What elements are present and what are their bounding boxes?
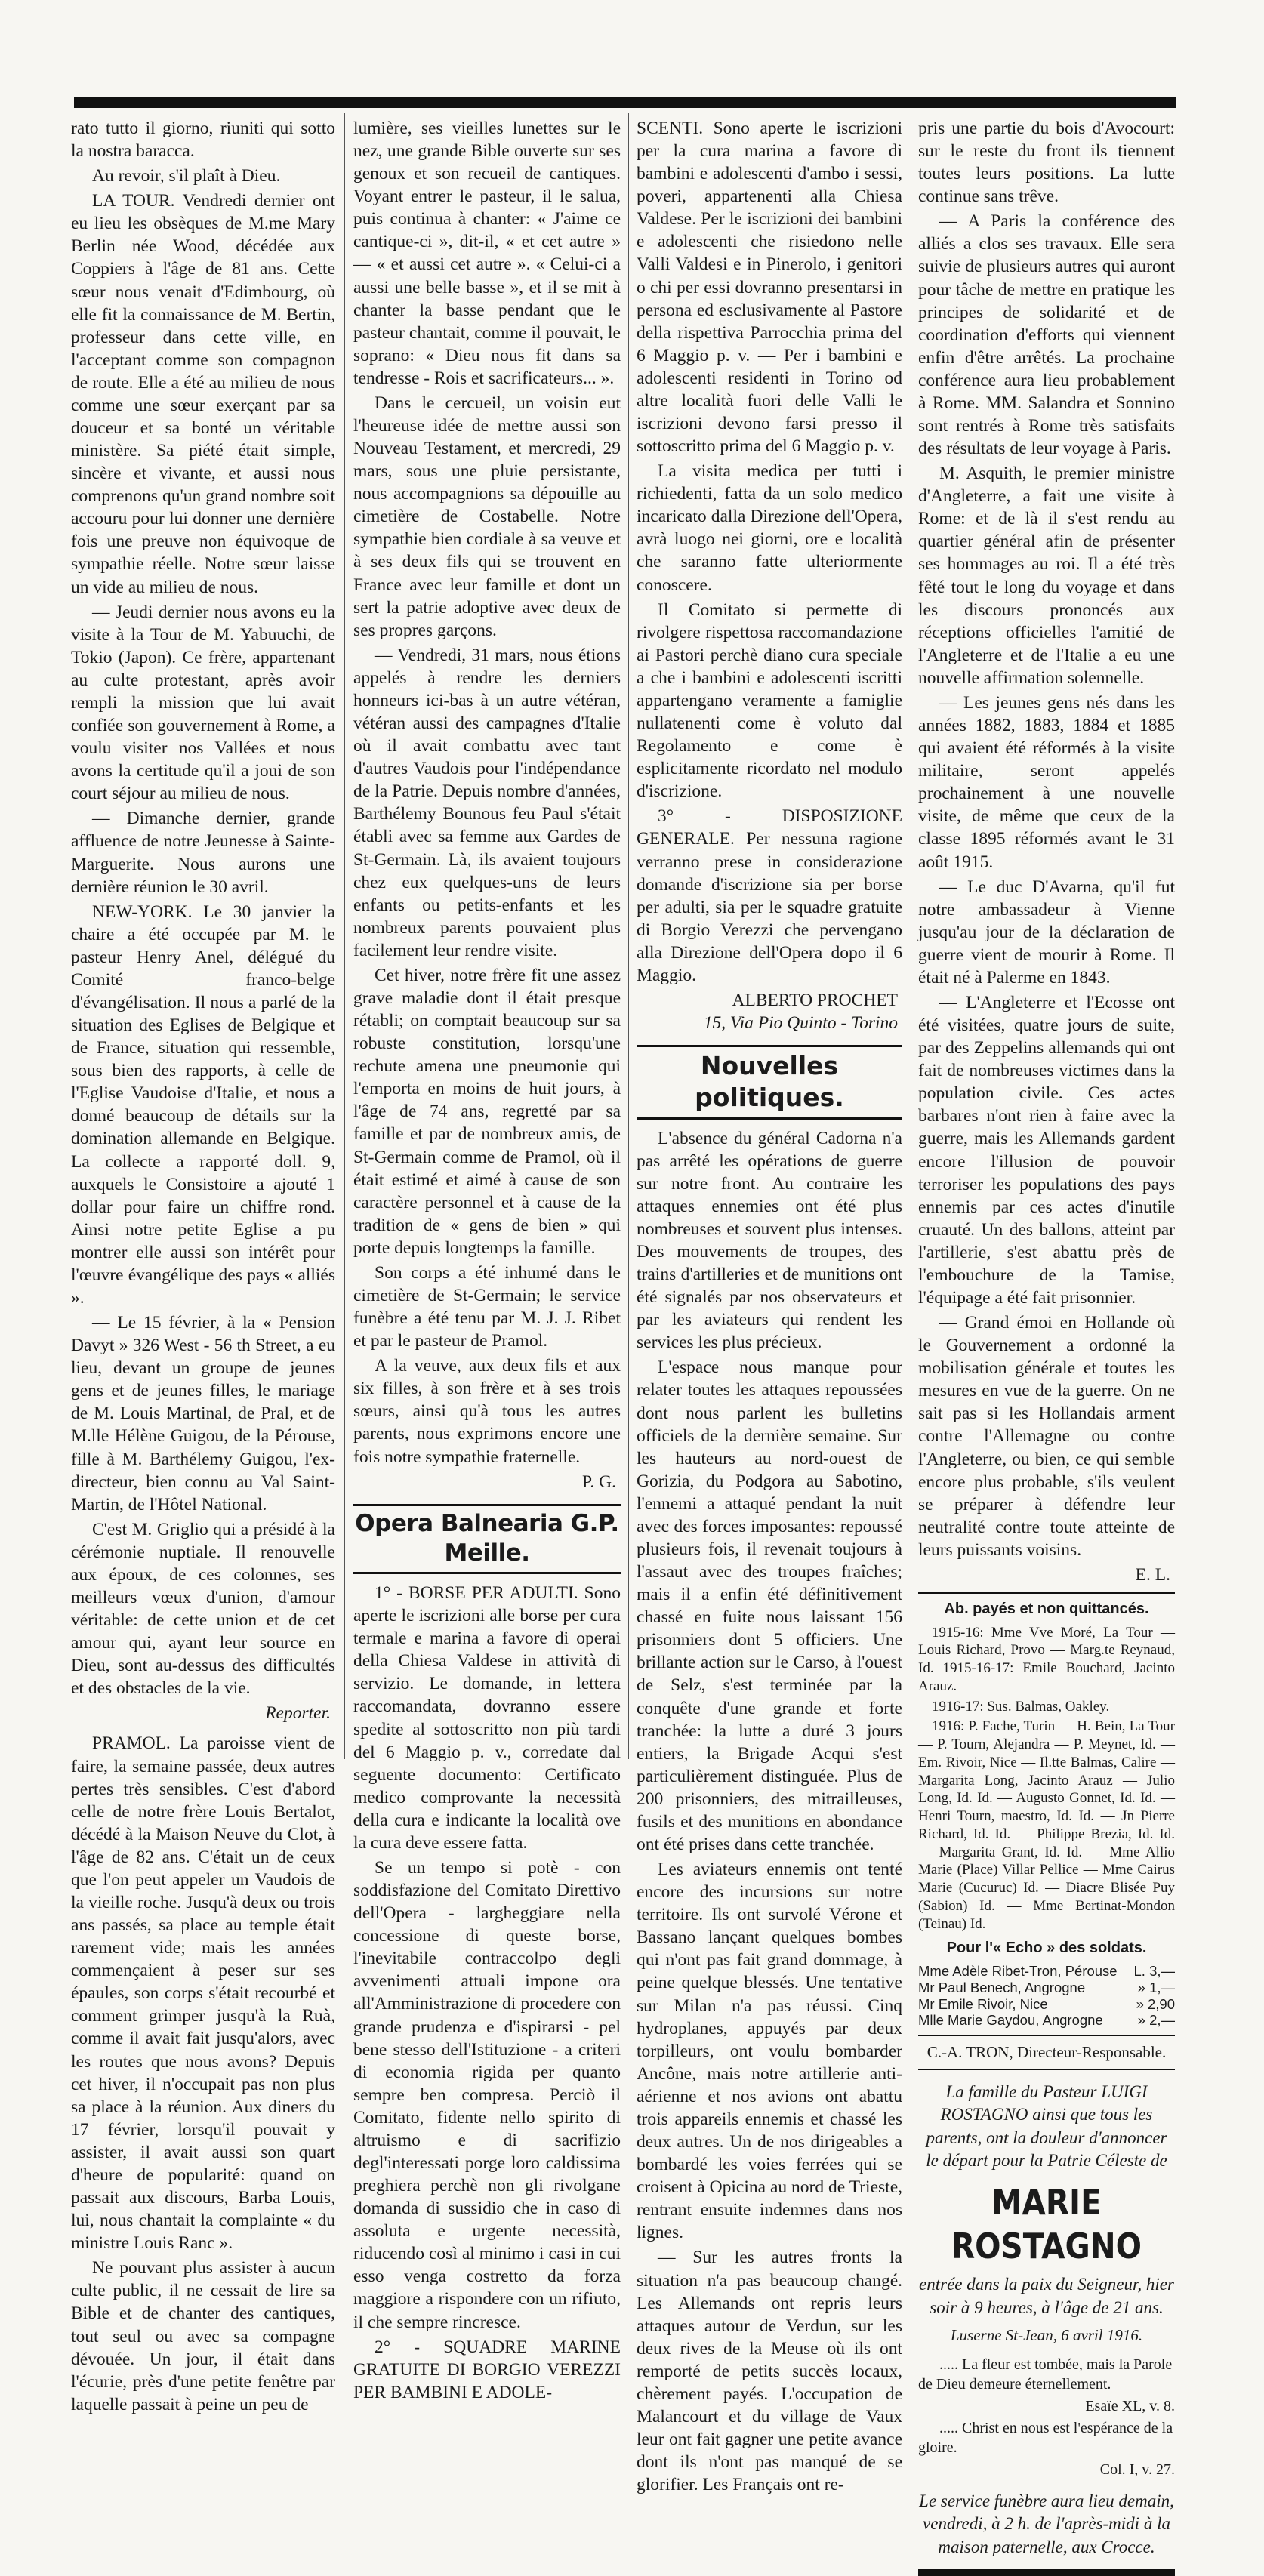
paragraph: — Le duc D'Avarna, qu'il fut notre ambassadeur à Vienne jusqu'au jour de la déclaration de guerre vient de mourir à Rome. Il était né à Palerme en 1843. [918, 877, 1175, 988]
paragraph: Son corps a été inhumé dans le cimetière de St-Germain; le service funèbre a été tenu par M. J. J. Ribet et par le pasteur de Pramol. [353, 1262, 621, 1351]
obituary-place-date: Luserne St-Jean, 6 avril 1916. [950, 2326, 1143, 2345]
paragraph: Cet hiver, notre frère fit une assez grave maladie dont il était presque rétabli; on comptait beaucoup sur sa robuste constitution, lorsqu'une rechute amena une pneumonie qui l'emporta en moins de huit jours, à l'âge de 74 ans, regretté par sa famille et par de nombreux amis, de St-Germain comme de Pramol, où il était estimé et aimé à cause de son caractère personnel et à cause de la tradition de « gens de bien » qui porte depuis longtemps la famille. [353, 965, 621, 1258]
paragraph: Au revoir, s'il plaît à Dieu. [92, 166, 281, 186]
column-divider [344, 113, 345, 1759]
paragraph: — Sur les autres fronts la situation n'a pas beaucoup changé. Les Allemands ont repris leurs attaques autour de Verdun, sur les deux rives de la Meuse où ils ont remporté de petits succès locaux, chèrement payés. L'occupation de Malancourt et du village de Vaux leur ont fait gagner une petite avance dont ils n'ont pas manqué de se glorifier. Les Français ont re- [637, 2248, 902, 2495]
paragraph: — Grand émoi en Hollande où le Gouvernement a ordonné la mobilisation générale et toutes les mesures en vue de la guerre. On ne sait pas si les Hollandais arment contre l'Allemagne ou contre l'Angleterre, ou bien, ce qui semble encore plus probable, s'ils veulent se préparer à défendre leur neutralité contre toute atteinte de leurs puissants voisins. [918, 1313, 1175, 1560]
paragraph: — Dimanche dernier, grande affluence de notre Jeunesse à Sainte-Marguerite. Nous aurons une dernière réunion le 30 avril. [71, 809, 335, 897]
paragraph: SCENTI. Sono aperte le iscrizioni per la cura marina a favore di bambini e adolescenti d'ambo i sessi, poveri, appartenenti alla Chiesa Valdese. Per le iscrizioni dei bambini e adolescenti che risiedono nelle Valli Valdesi e in Pinerolo, i genitori o chi per essi dovranno presentarsi in persona ed esclusivamente al Pastore della rispettiva Parrocchia prima del 6 Maggio p. v. — Per i bambini e adolescenti residenti in Torino od altre località fuori delle Valli le iscrizioni devono farsi presso il sottoscritto prima del 6 Maggio p. v. [637, 119, 902, 457]
paragraph: rato tutto il giorno, riuniti qui sotto la nostra baracca. [71, 119, 335, 162]
paragraph: La visita medica per tutti i richiedenti, fatta da un solo medico incaricato dalla Direzione dell'Opera, avrà luogo nei giorni, ore e località che saranno fatte ulteriormente conoscere. [637, 461, 902, 595]
column-3 [637, 117, 902, 2495]
donation-row [918, 1963, 1175, 1980]
paragraph: — L'Angleterre et l'Ecosse ont été visitées, quatre jours de suite, par des Zeppelins allemands qui ont fait de nombreuses victimes dans la population civile. Ces actes barbares n'ont rien à faire avec la guerre, mais les Allemands gardent encore l'illusion de pouvoir terroriser les populations des pays ennemis par ces actes d'inutile cruauté. Un des ballons, atteint par l'artillerie, s'est abattu près de l'embouchure de la Tamise, l'équipage a été fait prisonnier. [918, 992, 1175, 1308]
signature: E. L. [1135, 1564, 1170, 1585]
paragraph: Ne pouvant plus assister à aucun culte public, il ne cessait de lire sa Bible et de chanter des cantiques, tout seul ou avec sa compagne dévouée. Un jour, il était dans l'écurie, près d'une petite fenêtre par laquelle passait à peine un peu de [71, 2258, 335, 2414]
paragraph: 1° - BORSE PER ADULTI. Sono aperte le iscrizioni alle borse per cura termale e marina a favore di operai della Chiesa Valdese in attività di servizio. Le domande, in lettera raccomandata, dovranno essere spedite al sottoscritto non più tardi del 6 Maggio p. v., corredate dal seguente documento: Certificato medico comprovante la necessità della cura e indicante la località ove la cura deve essere fatta. [353, 1583, 621, 1853]
donation-row [918, 1996, 1175, 2013]
ledger-entry: 1916: P. Fache, Turin — H. Bein, La Tour — P. Tourn, Alejandra — P. Meynet, Id. — Em. Rivoir, Nice — Il.tte Balmas, Calire — Margarita Long, Jacinto Arauz — Julio Long, Id. Id. — Augusto Gonnet, Id. Id. — Henri Tourn, maestro, Id. Id. — Jn Pierre Richard, Id. Id. — Philippe Brezia, Id. Id. — Margarita Grant, Id. Id. — Mme Allio Marie (Place) Villar Pellice — Mme Cairus Marie (Cucuruc) Id. — Diacre Blisée Puy (Sabion) Id. — Mme Bertinat-Mondon (Teinau) Id. [918, 1718, 1175, 1932]
paragraph: Les aviateurs ennemis ont tenté encore des incursions sur notre territoire. Ils ont survolé Vérone et Bassano lançant quelques bombes qui n'ont pas fait grand dommage, à peine quelque blessés. Une tentative sur Milan n'a pas réussi. Cinq hydroplanes, appuyés par deux torpilleurs, ont voulu bombarder Ancône, mais notre artillerie anti-aérienne et nos avions ont abattu trois appareils ennemis et chassé les deux autres. Un de nos dirigeables a bombardé les voies ferrées qui se croisent à Opicina au nord de Trieste, rentrant ensuite indemnes dans nos lignes. [637, 1860, 902, 2243]
section-heading-box [353, 1504, 621, 1574]
paragraph: 2° - SQUADRE MARINE GRATUITE DI BORGIO VEREZZI PER BAMBINI E ADOLE- [353, 2337, 621, 2402]
header-rule [74, 97, 1176, 106]
paragraph: — A Paris la conférence des alliés a clos ses travaux. Elle sera suivie de plusieurs autres qui auront pour tâche de mettre en pratique les principes de solidarité et de coordination d'efforts qui viennent enfin d'être arrêtés. La prochaine conférence aura lieu probablement à Rome. MM. Salandra et Sonnino sont rentrés à Rome très satisfaits des résultats de leur voyage à Paris. [918, 211, 1175, 459]
obituary-text: entrée dans la paix du Seigneur, hier soir à 9 heures, à l'âge de 21 ans. [919, 2275, 1174, 2317]
divider [918, 2035, 1175, 2036]
section-heading: Nouvelles politiques. [695, 1051, 844, 1113]
signature: P. G. [581, 1471, 616, 1492]
paragraph: L'absence du général Cadorna n'a pas arrêté les opérations de guerre sur notre front. Au contraire les attaques ennemies ont été plus nombreuses et souvent plus intenses. Des mouvements de troupes, des trains d'artilleries et de munitions ont été signalés par nos observateurs et par les aviateurs qui rendent les services les plus précieux. [637, 1128, 902, 1353]
divider [918, 2069, 1175, 2070]
column-1 [71, 117, 335, 2414]
obituary-service: Le service funèbre aura lieu demain, vendredi, à 2 h. de l'après-midi à la maison paternelle, aux Crocce. [919, 2491, 1174, 2556]
section-heading-box [637, 1045, 902, 1119]
paragraph: PRAMOL. La paroisse vient de faire, la semaine passée, deux autres pertes très sensibles. C'est d'abord celle de notre frère Louis Bertalot, décédé à la Maison Neuve du Clot, à l'âge de 82 ans. C'était un de ceux que l'on peut appeler un Vaudois de la vieille roche. Jusqu'à deux ou trois ans passés, sa place au temple était rarement vide; mais les années commençaient à peser sur ses épaules, son corps s'était recourbé et comment grimper jusqu'à la Ruà, comme il avait fait jusqu'alors, avec les routes que nous avons? Depuis cet hiver, il n'occupait pas non plus sa place à la réunion. Aux diners du 17 février, lorsqu'il pouvait y assister, il avait aussi son quart d'heure de popularité: quand on passait aux discours, Barba Louis, lui, nous chantait la complainte « du ministre Louis Ranc ». [71, 1733, 335, 2254]
verse-reference: Col. I, v. 27. [1099, 2460, 1175, 2478]
column-2 [353, 117, 621, 2402]
paragraph: L'espace nous manque pour relater toutes les attaques repoussées dont nous parlent les bulletins officiels de la dernière semaine. Sur les hauteurs au nord-ouest de Gorizia, du Podgora au Sabotino, l'ennemi a attaqué pendant la nuit avec des forces imposantes: repoussé plusieurs fois, il revenait toujours à l'assaut avec des troupes fraîches; mais il a enfin été définitivement chassé en fuite nous laissant 156 prisonniers dont 5 officiers. Une brillante action sur le Carso, à l'ouest de Selz, s'est terminée par la conquête d'une grande et forte tranchée: la lutte a duré 3 jours entiers, la Brigade Acqui s'est particulièrement distinguée. Plus de 200 prisonniers, des mitrailleuses, fusils et des munitions en abondance ont été prises dans cette tranchée. [637, 1357, 902, 1855]
paragraph: LA TOUR. Vendredi dernier ont eu lieu les obsèques de M.me Mary Berlin née Wood, décédée aux Coppiers à l'âge de 81 ans. Cette sœur nous venait d'Edimbourg, où elle fit la connaissance de M. Bertin, professeur dans cette ville, en l'acceptant comme son compagnon de route. Elle a été au milieu de nous comme une sœur exerçant par sa douceur et sa bonté un véritable ministère. Sa piété était simple, sincère et vivante, et aussi nous comprenons qu'un grand nombre soit accouru pour lui donner une dernière fois une preuve non équivoque de sympathie réelle. Notre sœur laisse un vide au milieu de nous. [71, 191, 335, 597]
donor-name: Mme Adèle Ribet-Tron, Pérouse [918, 1962, 1118, 1979]
donation-row [918, 1980, 1175, 1996]
donor-name: Mr Paul Benech, Angrogne [918, 1979, 1086, 1995]
ledger [918, 1624, 1175, 1934]
paragraph: Dans le cercueil, un voisin eut l'heureuse idée de mettre aussi son Nouveau Testament, et mercredi, 29 mars, sous une pluie persistante, nous accompagnions sa dépouille au cimetière de Costabelle. Notre sympathie bien cordiale à sa veuve et à ses deux fils qui se trouvent en France avec leur famille et dont un sert la patrie adoptive avec deux de ses propres garçons. [353, 393, 621, 640]
column-divider [628, 113, 629, 1759]
paragraph: — Les jeunes gens nés dans les années 1882, 1883, 1884 et 1885 qui avaient été réformés à la visite militaire, seront appelés prochainement à une nouvelle visite, de même que ceux de la classe 1895 réformés avant le 31 août 1915. [918, 692, 1175, 872]
divider [918, 1592, 1175, 1594]
signature: Reporter. [265, 1703, 331, 1724]
paragraph: — Jeudi dernier nous avons eu la visite à la Tour de M. Yabuuchi, de Tokio (Japon). Ce frère, appartenant au culte protestant, après avoir rempli la mission que lui avait confiée son gouvernement à Rome, a voulu visiter nos Vallées et nous avons la certitude qu'il a joui de son court séjour au milieu de nous. [71, 602, 335, 804]
donation-amount: » 1,— [1137, 1979, 1175, 1995]
donor-name: Mlle Marie Gaydou, Angrogne [918, 2012, 1103, 2029]
paragraph: A la veuve, aux deux fils et aux six filles, à son frère et à ses trois sœurs, ainsi qu'à tous les autres parents, nous exprimons encore une fois notre sympathie fraternelle. [353, 1356, 621, 1467]
ledger-entry: 1915-16: Mme Vve Moré, La Tour — Louis Richard, Provo — Marg.te Reynaud, Id. 1915-16-17: Emile Bouchard, Jacinto Arauz. [918, 1624, 1175, 1694]
paragraph: lumière, ses vieilles lunettes sur le nez, une grande Bible ouverte sur ses genoux et son recueil de cantiques. Voyant entrer le pasteur, il le salua, puis continua à chanter: « J'aime ce cantique-ci », dit-il, « et cet autre » — « et aussi cet autre ». « Celui-ci a aussi une belle basse », et il se mit à chanter la basse pendant que le pasteur chantait, comme il pouvait, le soprano: « Dieu nous fit dans sa tendresse - Rois et sacrificateurs... ». [353, 119, 621, 388]
verse-reference: Esaïe XL, v. 8. [1085, 2397, 1175, 2414]
paragraph: — Vendredi, 31 mars, nous étions appelés à rendre les derniers honneurs ici-bas à un autre vétéran, vétéran aussi des campagnes d'Italie où il avait combattu avec tant d'autres Vaudois pour l'indépendance de la Patrie. Depuis nombre d'années, Barthélemy Bounous feu Paul s'était établi avec sa femme aux Gardes de St-Germain. Là, ils avaient toujours chez eux quelques-uns de leurs enfants ou petits-enfants et les nombreux parents pouvaient plus facilement leur rendre visite. [353, 645, 621, 960]
donation-amount: L. 3,— [1133, 1962, 1175, 1979]
paragraph: 3° - DISPOSIZIONE GENERALE. Per nessuna ragione verranno prese in considerazione domande d'iscrizione sia per borse per adulti, sia per le squadre gratuite di Borgio Verezzi che pervengano alla Direzione dell'Opera dopo il 6 Maggio. [637, 806, 902, 985]
paragraph: M. Asquith, le premier ministre d'Angleterre, a fait une visite à Rome: et de là il s'est rendu au quartier général afin de présenter ses hommages au roi. Il a été très fêté tout le long du voyage et dans les discours prononcés aux réceptions officielles l'amitié de l'Angleterre et de l'Italie a eu une nouvelle affirmation solennelle. [918, 464, 1175, 688]
ledger-heading: Ab. payés et non quittancés. [944, 1601, 1149, 1617]
obituary-name: MARIE ROSTAGNO [951, 2181, 1142, 2267]
paragraph: Il Comitato si permette di rivolgere rispettosa raccomandazione ai Pastori perchè diano cura speciale a che i bambini e adolescenti iscritti appartengano veramente a famiglie nullatenenti come è voluto dal Regolamento e come è esplicitamente ricordato nel modulo d'iscrizione. [637, 599, 902, 802]
verse: ..... La fleur est tombée, mais la Parole de Dieu demeure éternellement. [918, 2356, 1173, 2393]
donation-amount: » 2,90 [1136, 1995, 1175, 2012]
paragraph: C'est M. Griglio qui a présidé à la cérémonie nuptiale. Il renouvelle aux époux, de ces colonnes, ses meilleurs vœux d'union, d'amour véritable: de cette union et de cet amour qui, ayant leur source en Dieu, sont au-dessus des difficultés et des obstacles de la vie. [71, 1519, 335, 1699]
paragraph: Se un tempo si potè - con soddisfazione del Comitato Direttivo dell'Opera - largheggiare nella concessione di queste borse, l'inevitabile contraccolpo degli avvenimenti attuali impone ora all'Amministrazione di procedere con grande prudenza e d'ispirarsi - pel bene stesso dell'Istituzione - a criteri di economia rigida per quanto sempre ben compresa. Perciò il Comitato, fidente nello spirito di altruismo e di sacrifizio degl'interessati porge loro caldissima preghiera perchè non gli rivolgane domanda di sussidio che in caso di assoluta e urgente necessità, riducendo così al minimo i casi in cui esso venga costretto da forza maggiore a rispondere con un rifiuto, il che sempre rincresce. [353, 1857, 621, 2332]
paragraph: — Le 15 février, à la « Pension Davyt » 326 West - 56 th Street, a eu lieu, devant un groupe de jeunes gens et de jeunes filles, le mariage de M. Louis Martinal, de Pral, et de M.lle Hélène Guigou, de la Pérouse, fille à M. Barthélemy Guigou, l'ex-directeur, bien connu au Val Saint-Martin, de l'Hôtel National. [71, 1313, 335, 1514]
verse: ..... Christ en nous est l'espérance de la gloire. [918, 2419, 1173, 2456]
ledger-entry: 1916-17: Sus. Balmas, Oakley. [932, 1698, 1110, 1715]
paragraph: NEW-YORK. Le 30 janvier la chaire a été occupée par M. le pasteur Henry Anel, délégué du Comité franco-belge d'évangélisation. Il nous a parlé de la situation des Eglises de Belgique et de France, situation qui ressemble, sous bien des rapports, à celle de l'Eglise Vaudoise d'Italie, et nous a donné beaucoup de détails sur la domination allemande en Belgique. La collecte a rapporté doll. 9, auxquels le Consistoire a ajouté 1 dollar pour faire un chiffre rond. Ainsi notre petite Eglise a pu montrer elle aussi son intérêt pour l'œuvre évangélique des pays « alliés ». [71, 901, 335, 1308]
column-4 [918, 117, 1175, 2556]
donation-amount: » 2,— [1137, 2012, 1175, 2029]
obituary-intro: La famille du Pasteur LUIGI ROSTAGNO ainsi que tous les parents, ont la douleur d'annoncer le départ pour la Patrie Céleste de [926, 2082, 1167, 2171]
donation-list [918, 1963, 1175, 2029]
director-line: C.-A. TRON, Directeur-Responsable. [926, 2043, 1167, 2062]
signature-name: ALBERTO PROCHET [732, 990, 898, 1010]
paragraph: pris une partie du bois d'Avocourt: sur le reste du front ils tiennent toutes leurs positions. La lutte continue sans trêve. [918, 119, 1175, 207]
section-heading: Opera Balnearia G.P. Meille. [355, 1509, 619, 1567]
donor-name: Mr Emile Rivoir, Nice [918, 1995, 1048, 2012]
closing-bar [918, 2569, 1175, 2576]
donation-row [918, 2012, 1175, 2029]
signature-address: 15, Via Pio Quinto - Torino [703, 1013, 898, 1034]
echo-heading: Pour l'« Echo » des soldats. [946, 1940, 1147, 1957]
